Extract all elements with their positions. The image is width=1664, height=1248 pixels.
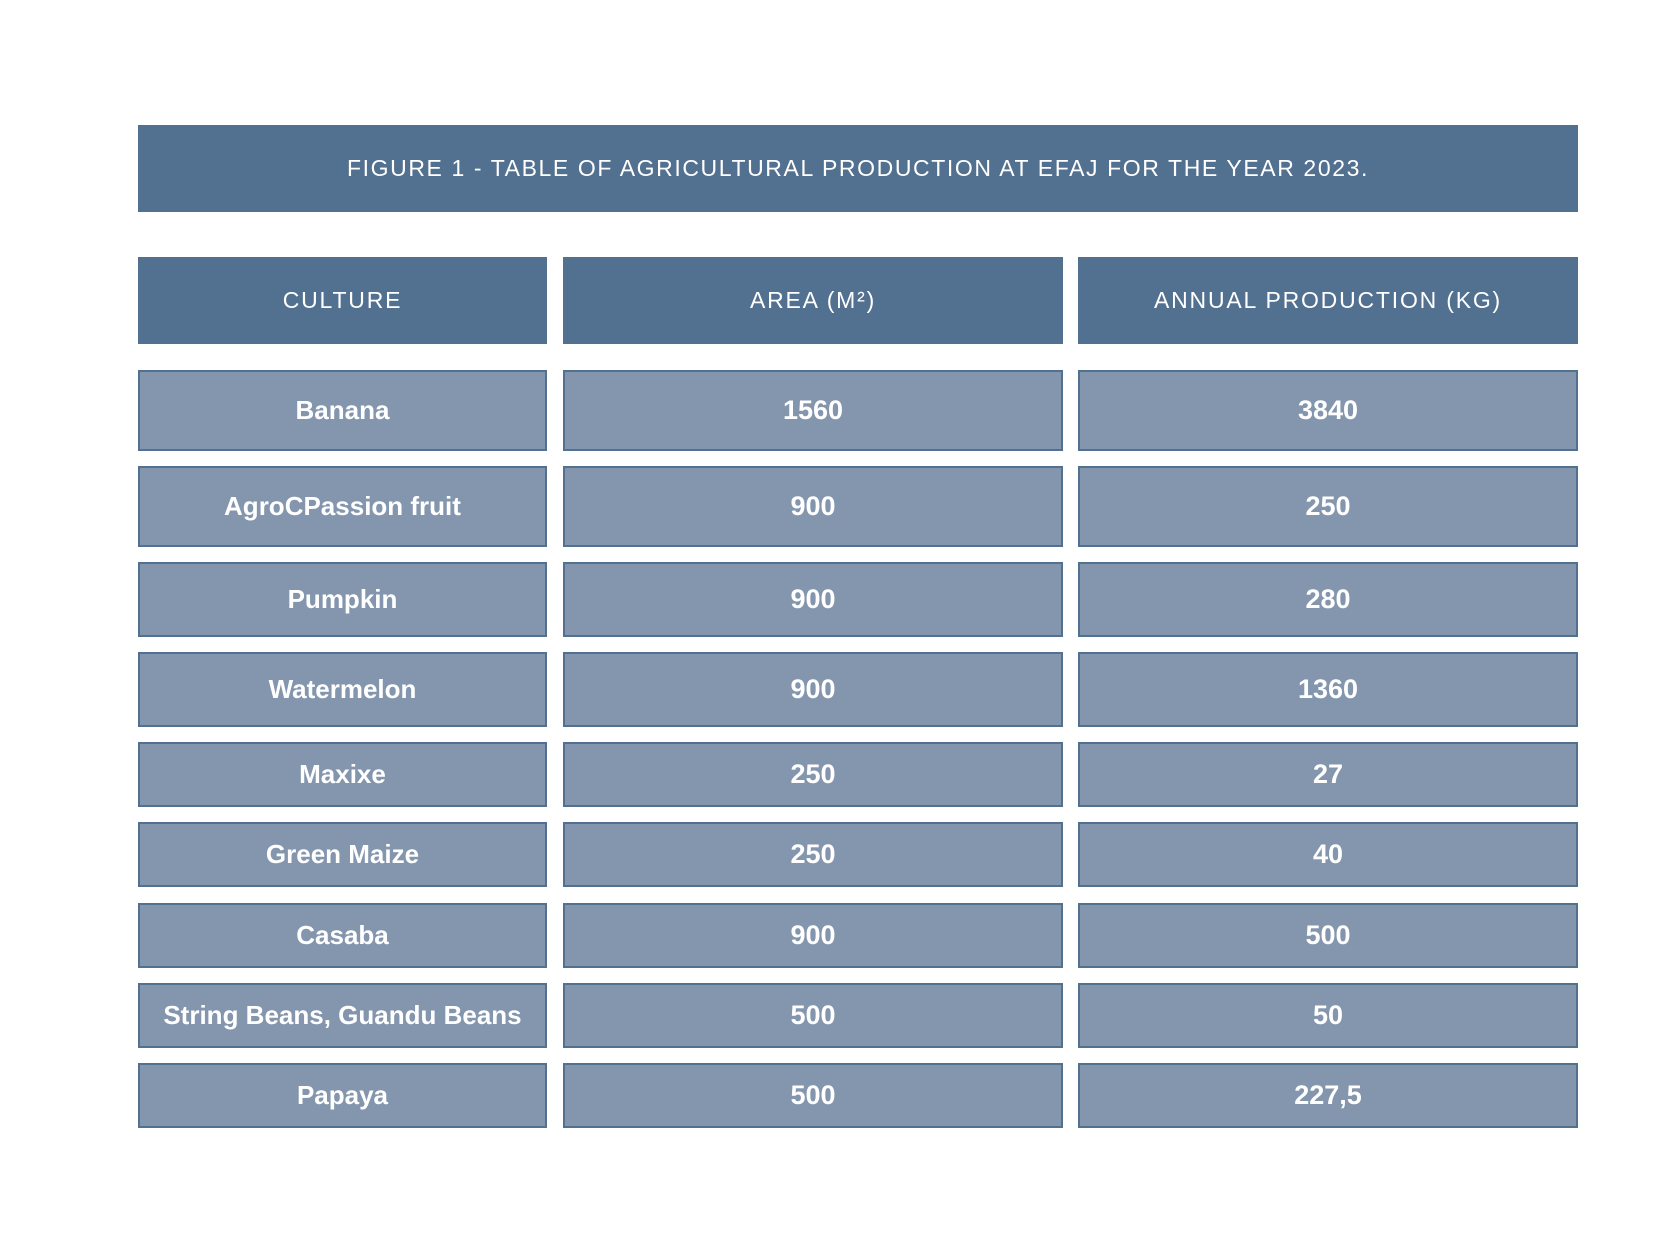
culture-cell: Pumpkin [138, 562, 547, 637]
production-cell: 280 [1078, 562, 1578, 637]
production-cell: 227,5 [1078, 1063, 1578, 1128]
production-cell: 27 [1078, 742, 1578, 807]
column-header-culture: CULTURE [138, 257, 547, 344]
production-cell: 500 [1078, 903, 1578, 968]
area-cell: 900 [563, 652, 1063, 727]
area-cell: 900 [563, 466, 1063, 547]
column-header-area: AREA (M²) [563, 257, 1063, 344]
area-cell: 900 [563, 903, 1063, 968]
table-title: FIGURE 1 - TABLE OF AGRICULTURAL PRODUCTION AT EFAJ FOR THE YEAR 2023. [138, 125, 1578, 212]
area-cell: 900 [563, 562, 1063, 637]
area-cell: 500 [563, 1063, 1063, 1128]
production-cell: 50 [1078, 983, 1578, 1048]
culture-cell: String Beans, Guandu Beans [138, 983, 547, 1048]
culture-cell: Banana [138, 370, 547, 451]
culture-cell: Watermelon [138, 652, 547, 727]
area-cell: 500 [563, 983, 1063, 1048]
culture-cell: Casaba [138, 903, 547, 968]
culture-cell: Maxixe [138, 742, 547, 807]
culture-cell: Green Maize [138, 822, 547, 887]
culture-cell: AgroCPassion fruit [138, 466, 547, 547]
production-cell: 40 [1078, 822, 1578, 887]
area-cell: 250 [563, 822, 1063, 887]
area-cell: 1560 [563, 370, 1063, 451]
production-cell: 1360 [1078, 652, 1578, 727]
production-cell: 250 [1078, 466, 1578, 547]
production-cell: 3840 [1078, 370, 1578, 451]
area-cell: 250 [563, 742, 1063, 807]
column-header-annual-production: ANNUAL PRODUCTION (KG) [1078, 257, 1578, 344]
culture-cell: Papaya [138, 1063, 547, 1128]
